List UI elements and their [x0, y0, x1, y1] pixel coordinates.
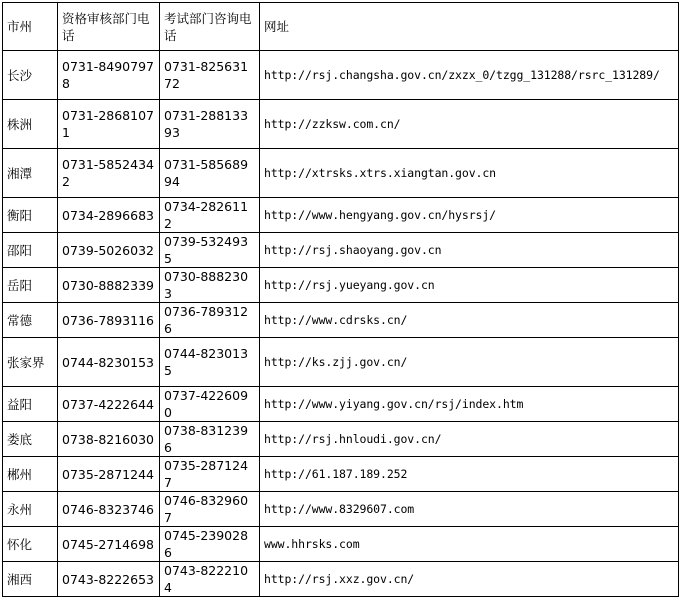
city-cell: 张家界: [3, 338, 58, 387]
review-phone-cell: 0745-2714698: [58, 527, 160, 562]
consult-phone-cell: 0734-2826112: [160, 198, 260, 233]
table-row: [3, 198, 679, 233]
city-cell: 长沙: [3, 51, 58, 100]
table-row: [3, 51, 679, 100]
table-row: [3, 457, 679, 492]
website-cell: http://rsj.changsha.gov.cn/zxzx_0/tzgg_131288/rsrc_131289/: [260, 51, 679, 100]
website-cell: http://rsj.shaoyang.gov.cn: [260, 233, 679, 268]
consult-phone-cell: 0731-58568994: [160, 149, 260, 198]
website-cell: http://www.8329607.com: [260, 492, 679, 527]
consult-phone-cell: 0746-8329607: [160, 492, 260, 527]
review-phone-cell: 0735-2871244: [58, 457, 160, 492]
table-row: [3, 527, 679, 562]
review-phone-cell: 0731-58524342: [58, 149, 160, 198]
website-cell: http://rsj.xxz.gov.cn/: [260, 562, 679, 597]
table-header-row: [3, 3, 679, 51]
consult-phone-cell: 0735-2871247: [160, 457, 260, 492]
review-phone-cell: 0739-5026032: [58, 233, 160, 268]
city-cell: 衡阳: [3, 198, 58, 233]
review-phone-cell: 0743-8222653: [58, 562, 160, 597]
contact-table: [2, 2, 679, 597]
consult-phone-cell: 0744-8230135: [160, 338, 260, 387]
website-cell: http://61.187.189.252: [260, 457, 679, 492]
header-website: 网址: [260, 3, 679, 51]
website-cell: http://rsj.yueyang.gov.cn: [260, 268, 679, 303]
review-phone-cell: 0738-8216030: [58, 422, 160, 457]
city-cell: 娄底: [3, 422, 58, 457]
consult-phone-cell: 0731-82563172: [160, 51, 260, 100]
review-phone-cell: 0731-84907978: [58, 51, 160, 100]
table-row: [3, 338, 679, 387]
consult-phone-cell: 0739-5324935: [160, 233, 260, 268]
consult-phone-cell: 0737-4226090: [160, 387, 260, 422]
table-row: [3, 492, 679, 527]
consult-phone-cell: 0736-7893126: [160, 303, 260, 338]
review-phone-cell: 0744-8230153: [58, 338, 160, 387]
table-row: [3, 387, 679, 422]
table-row: [3, 562, 679, 597]
consult-phone-cell: 0730-8882303: [160, 268, 260, 303]
city-cell: 郴州: [3, 457, 58, 492]
review-phone-cell: 0736-7893116: [58, 303, 160, 338]
table-row: [3, 100, 679, 149]
review-phone-cell: 0734-2896683: [58, 198, 160, 233]
website-cell: http://ks.zjj.gov.cn/: [260, 338, 679, 387]
website-cell: http://www.yiyang.gov.cn/rsj/index.htm: [260, 387, 679, 422]
consult-phone-cell: 0743-8222104: [160, 562, 260, 597]
website-cell: http://www.hengyang.gov.cn/hysrsj/: [260, 198, 679, 233]
header-review-phone: 资格审核部门电话: [58, 3, 160, 51]
website-cell: http://www.cdrsks.cn/: [260, 303, 679, 338]
city-cell: 邵阳: [3, 233, 58, 268]
header-city: 市州: [3, 3, 58, 51]
review-phone-cell: 0731-28681071: [58, 100, 160, 149]
consult-phone-cell: 0745-2390286: [160, 527, 260, 562]
city-cell: 永州: [3, 492, 58, 527]
table-row: [3, 303, 679, 338]
city-cell: 湘西: [3, 562, 58, 597]
review-phone-cell: 0730-8882339: [58, 268, 160, 303]
consult-phone-cell: 0738-8312396: [160, 422, 260, 457]
city-cell: 湘潭: [3, 149, 58, 198]
table-row: [3, 422, 679, 457]
website-cell: http://xtrsks.xtrs.xiangtan.gov.cn: [260, 149, 679, 198]
website-cell: http://rsj.hnloudi.gov.cn/: [260, 422, 679, 457]
table-row: [3, 268, 679, 303]
website-cell: www.hhrsks.com: [260, 527, 679, 562]
review-phone-cell: 0737-4222644: [58, 387, 160, 422]
website-cell: http://zzksw.com.cn/: [260, 100, 679, 149]
city-cell: 益阳: [3, 387, 58, 422]
consult-phone-cell: 0731-28813393: [160, 100, 260, 149]
table-row: [3, 233, 679, 268]
table-row: [3, 149, 679, 198]
header-consult-phone: 考试部门咨询电话: [160, 3, 260, 51]
city-cell: 怀化: [3, 527, 58, 562]
city-cell: 岳阳: [3, 268, 58, 303]
city-cell: 株洲: [3, 100, 58, 149]
review-phone-cell: 0746-8323746: [58, 492, 160, 527]
city-cell: 常德: [3, 303, 58, 338]
contact-table-container: [2, 2, 678, 597]
